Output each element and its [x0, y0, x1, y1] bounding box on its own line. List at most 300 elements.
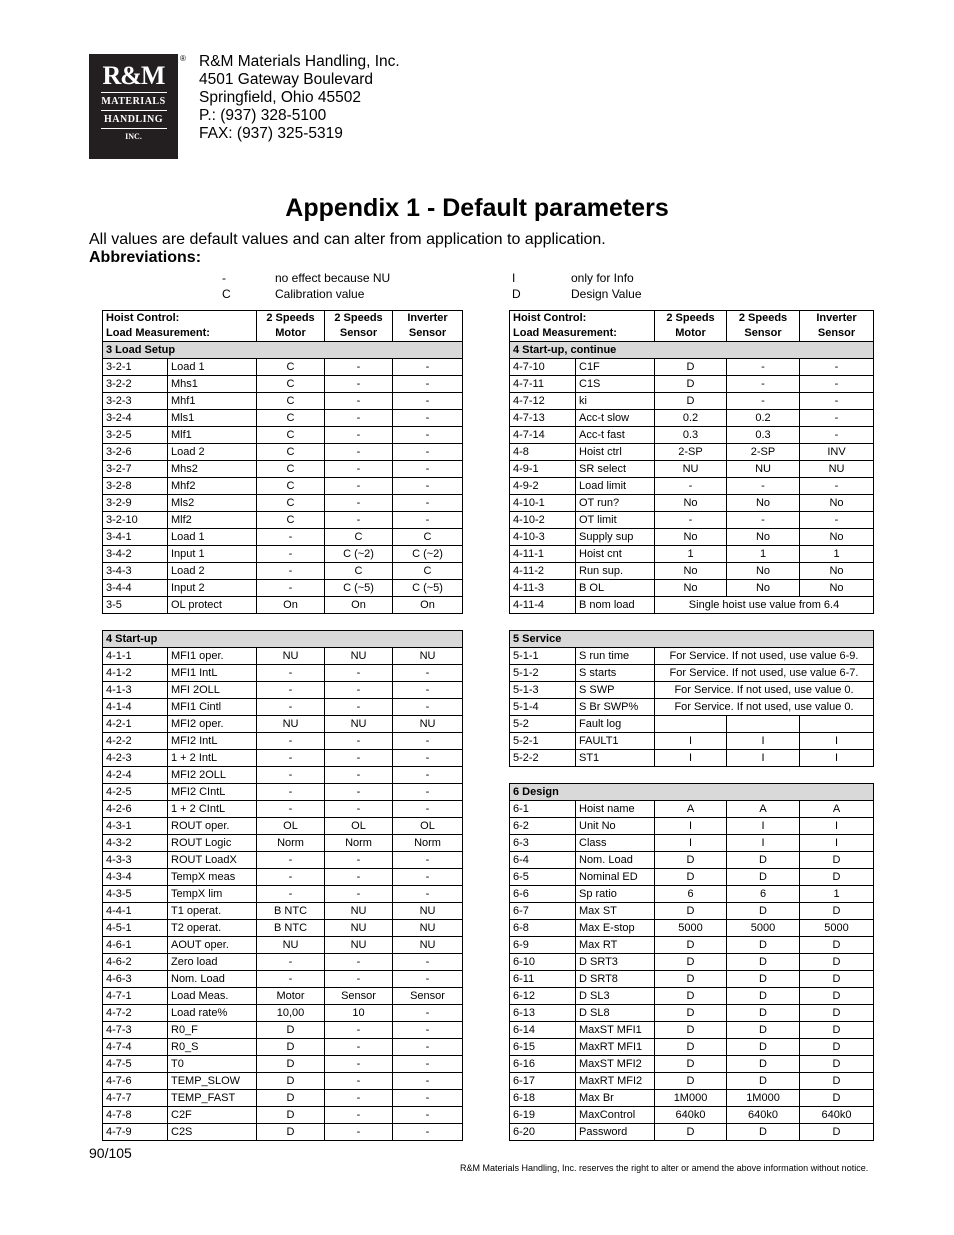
value-col3: -	[393, 376, 463, 393]
value-col3: No	[800, 495, 874, 512]
param-code: 4-7-2	[103, 1005, 168, 1022]
param-name: B OL	[576, 580, 655, 597]
param-name: TEMP_SLOW	[168, 1073, 257, 1090]
param-code: 6-4	[510, 852, 576, 869]
value-col3: 5000	[800, 920, 874, 937]
param-code: 6-3	[510, 835, 576, 852]
abbr-desc: only for Info	[571, 271, 634, 285]
value-col3: -	[393, 1073, 463, 1090]
header-col3: Sensor	[393, 326, 463, 342]
value-col2: NU	[325, 648, 393, 665]
param-code: 4-3-4	[103, 869, 168, 886]
param-name: ki	[576, 393, 655, 410]
value-col1: D	[655, 954, 727, 971]
param-name: Load 1	[168, 359, 257, 376]
param-name: Max RT	[576, 937, 655, 954]
header-col2: 2 Speeds	[325, 311, 393, 327]
param-code: 4-7-8	[103, 1107, 168, 1124]
param-name: Load 1	[168, 529, 257, 546]
table-row	[103, 1073, 463, 1090]
param-code: 4-1-3	[103, 682, 168, 699]
param-name: 1 + 2 IntL	[168, 750, 257, 767]
param-name: MaxControl	[576, 1107, 655, 1124]
value-col2: -	[325, 1022, 393, 1039]
value-col1: 6	[655, 886, 727, 903]
param-name: ROUT oper.	[168, 818, 257, 835]
value-col2: Norm	[325, 835, 393, 852]
header-row	[510, 311, 874, 327]
param-name: TEMP_FAST	[168, 1090, 257, 1107]
value-col3: No	[800, 529, 874, 546]
value-col1: -	[257, 682, 325, 699]
value-col1: D	[655, 1005, 727, 1022]
param-name: C2F	[168, 1107, 257, 1124]
value-col1: 10,00	[257, 1005, 325, 1022]
table-row	[103, 818, 463, 835]
table-row	[103, 1022, 463, 1039]
param-name: TempX meas	[168, 869, 257, 886]
logo-divider	[101, 92, 167, 93]
value-col2: NU	[325, 920, 393, 937]
value-col2: D	[727, 1124, 800, 1141]
value-col2: NU	[325, 716, 393, 733]
param-name: Mlf1	[168, 427, 257, 444]
page-number: 90/105	[89, 1145, 132, 1161]
value-col2: -	[325, 1124, 393, 1141]
table-row	[510, 1073, 874, 1090]
param-name: C1F	[576, 359, 655, 376]
param-name: MFI 2OLL	[168, 682, 257, 699]
value-col3: D	[800, 869, 874, 886]
value-col1: D	[257, 1124, 325, 1141]
intro-text: All values are default values and can alter from application to application.	[89, 231, 606, 248]
table-row	[510, 682, 874, 699]
param-name: Nominal ED	[576, 869, 655, 886]
param-name: Nom. Load	[576, 852, 655, 869]
param-code: 3-2-1	[103, 359, 168, 376]
param-code: 3-2-6	[103, 444, 168, 461]
value-col3: -	[393, 1090, 463, 1107]
table-row	[103, 359, 463, 376]
value-col3: No	[800, 563, 874, 580]
value-col2: On	[325, 597, 393, 614]
param-name: FAULT1	[576, 733, 655, 750]
value-col3: OL	[393, 818, 463, 835]
company-fax: FAX: (937) 325-5319	[199, 125, 343, 142]
section-row	[510, 631, 874, 648]
param-code: 5-2	[510, 716, 576, 733]
value-col3: D	[800, 971, 874, 988]
param-code: 4-3-1	[103, 818, 168, 835]
table-row	[510, 410, 874, 427]
value-col3: -	[393, 410, 463, 427]
value-col2: 1	[727, 546, 800, 563]
table-row	[103, 869, 463, 886]
table-row	[510, 750, 874, 767]
param-name: Password	[576, 1124, 655, 1141]
value-col1: I	[655, 733, 727, 750]
table-row	[510, 461, 874, 478]
abbr-symbol: I	[512, 271, 516, 285]
value-col1: -	[257, 750, 325, 767]
param-name: S Br SWP%	[576, 699, 655, 716]
param-name: Mls1	[168, 410, 257, 427]
param-name: MaxRT MFI1	[576, 1039, 655, 1056]
logo-rm: R&M	[102, 61, 165, 90]
table-row	[510, 478, 874, 495]
value-col1: -	[655, 478, 727, 495]
value-col2: -	[325, 1107, 393, 1124]
table-row	[103, 410, 463, 427]
value-col2: -	[727, 512, 800, 529]
param-name: Fault log	[576, 716, 655, 733]
section-row	[510, 342, 874, 359]
value-col2: C	[325, 563, 393, 580]
param-code: 4-1-2	[103, 665, 168, 682]
value-col1: OL	[257, 818, 325, 835]
param-code: 4-7-9	[103, 1124, 168, 1141]
header-row	[103, 311, 463, 327]
value-col3: D	[800, 1090, 874, 1107]
section-title: 4 Start-up, continue	[510, 342, 874, 359]
value-col2: I	[727, 750, 800, 767]
table-row	[103, 495, 463, 512]
value-col1: D	[257, 1039, 325, 1056]
value-col3: -	[393, 784, 463, 801]
value-col3: I	[800, 750, 874, 767]
table-row	[103, 988, 463, 1005]
param-code: 4-4-1	[103, 903, 168, 920]
param-name: T0	[168, 1056, 257, 1073]
company-phone: P.: (937) 328-5100	[199, 107, 327, 124]
value-col3: -	[393, 801, 463, 818]
value-col3: NU	[393, 920, 463, 937]
value-col3: D	[800, 1039, 874, 1056]
value-col3: C	[393, 563, 463, 580]
value-col1: -	[257, 546, 325, 563]
param-note: For Service. If not used, use value 6-7.	[655, 665, 874, 682]
table-row	[510, 359, 874, 376]
table-row	[510, 852, 874, 869]
value-col1: NU	[655, 461, 727, 478]
value-col2: -	[325, 478, 393, 495]
param-name: ROUT Logic	[168, 835, 257, 852]
value-col2: -	[325, 971, 393, 988]
value-col2: D	[727, 1022, 800, 1039]
value-col3: D	[800, 1022, 874, 1039]
value-col1: C	[257, 359, 325, 376]
param-code: 3-2-7	[103, 461, 168, 478]
value-col1: D	[655, 869, 727, 886]
param-name: SR select	[576, 461, 655, 478]
param-name: R0_S	[168, 1039, 257, 1056]
value-col3: NU	[393, 937, 463, 954]
page-title: Appendix 1 - Default parameters	[285, 194, 669, 222]
table-row	[103, 801, 463, 818]
param-name: MaxST MFI2	[576, 1056, 655, 1073]
value-col3: NU	[800, 461, 874, 478]
value-col1: D	[257, 1073, 325, 1090]
param-code: 4-6-1	[103, 937, 168, 954]
param-name: Mlf2	[168, 512, 257, 529]
value-col2: -	[325, 733, 393, 750]
value-col2: NU	[325, 903, 393, 920]
value-col3: -	[393, 512, 463, 529]
param-code: 6-13	[510, 1005, 576, 1022]
spacer-cell	[510, 767, 874, 784]
value-col3: NU	[393, 903, 463, 920]
table-row	[103, 1005, 463, 1022]
param-name: Hoist name	[576, 801, 655, 818]
param-code: 3-2-5	[103, 427, 168, 444]
spacer-row	[510, 614, 874, 631]
table-row	[510, 563, 874, 580]
value-col1: Motor	[257, 988, 325, 1005]
param-name: MFI2 2OLL	[168, 767, 257, 784]
param-note: For Service. If not used, use value 0.	[655, 682, 874, 699]
param-name: MFI2 IntL	[168, 733, 257, 750]
value-col2: -	[727, 359, 800, 376]
value-col3: -	[393, 733, 463, 750]
table-row	[510, 648, 874, 665]
header-col2: 2 Speeds	[727, 311, 800, 327]
value-col3: I	[800, 733, 874, 750]
table-row	[510, 903, 874, 920]
value-col1: 0.3	[655, 427, 727, 444]
value-col3: -	[393, 359, 463, 376]
param-code: 4-7-3	[103, 1022, 168, 1039]
header-hoist-control: Hoist Control:	[103, 311, 257, 327]
value-col3: -	[393, 699, 463, 716]
table-row	[510, 444, 874, 461]
param-code: 4-11-3	[510, 580, 576, 597]
value-col3: Norm	[393, 835, 463, 852]
value-col1: -	[257, 971, 325, 988]
section-row	[103, 631, 463, 648]
table-row	[510, 1056, 874, 1073]
value-col1: D	[655, 903, 727, 920]
value-col3: -	[800, 393, 874, 410]
param-name: Input 2	[168, 580, 257, 597]
value-col1: D	[655, 1056, 727, 1073]
table-row	[103, 886, 463, 903]
value-col3: -	[800, 478, 874, 495]
value-col2: No	[727, 563, 800, 580]
header-col3: Inverter	[800, 311, 874, 327]
value-col3: -	[393, 444, 463, 461]
value-col1: D	[655, 988, 727, 1005]
value-col2: -	[325, 886, 393, 903]
value-col1: -	[257, 869, 325, 886]
param-code: 6-1	[510, 801, 576, 818]
param-name: 1 + 2 CIntL	[168, 801, 257, 818]
param-code: 3-2-10	[103, 512, 168, 529]
table-row	[103, 393, 463, 410]
param-code: 6-11	[510, 971, 576, 988]
header-col2: Sensor	[727, 326, 800, 342]
param-name: Acc-t slow	[576, 410, 655, 427]
value-col2: 0.2	[727, 410, 800, 427]
param-name: Max ST	[576, 903, 655, 920]
value-col2: -	[325, 665, 393, 682]
value-col2: -	[727, 393, 800, 410]
param-name: S run time	[576, 648, 655, 665]
value-col1: D	[655, 1124, 727, 1141]
param-code: 3-2-2	[103, 376, 168, 393]
value-col1: C	[257, 478, 325, 495]
param-code: 4-11-2	[510, 563, 576, 580]
section-title: 5 Service	[510, 631, 874, 648]
value-col2: C	[325, 529, 393, 546]
param-name: T1 operat.	[168, 903, 257, 920]
param-code: 4-7-6	[103, 1073, 168, 1090]
value-col1: D	[655, 1039, 727, 1056]
value-col3: -	[393, 1022, 463, 1039]
value-col3: I	[800, 818, 874, 835]
spacer-row	[103, 614, 463, 631]
table-row	[510, 886, 874, 903]
param-note: For Service. If not used, use value 6-9.	[655, 648, 874, 665]
header-col1: 2 Speeds	[257, 311, 325, 327]
param-name: Unit No	[576, 818, 655, 835]
param-name: Acc-t fast	[576, 427, 655, 444]
param-code: 4-11-1	[510, 546, 576, 563]
table-row	[510, 1090, 874, 1107]
table-row	[510, 971, 874, 988]
value-col1: -	[257, 784, 325, 801]
param-name: AOUT oper.	[168, 937, 257, 954]
value-col1: D	[655, 1073, 727, 1090]
value-col1: D	[655, 376, 727, 393]
parameters-table-right	[509, 310, 874, 1141]
value-col2: -	[325, 410, 393, 427]
value-col2: -	[325, 767, 393, 784]
table-row	[103, 954, 463, 971]
value-col3: -	[393, 852, 463, 869]
value-col3: -	[393, 869, 463, 886]
value-col2: -	[325, 512, 393, 529]
value-col1: -	[257, 580, 325, 597]
value-col2: D	[727, 954, 800, 971]
value-col1: D	[257, 1107, 325, 1124]
value-col2: -	[325, 801, 393, 818]
table-row	[510, 1124, 874, 1141]
param-code: 4-7-1	[103, 988, 168, 1005]
param-code: 4-7-11	[510, 376, 576, 393]
logo-handling: HANDLING	[103, 114, 163, 125]
param-name: C1S	[576, 376, 655, 393]
table-row	[103, 682, 463, 699]
value-col2: D	[727, 937, 800, 954]
value-col2: -	[325, 1056, 393, 1073]
abbr-desc: no effect because NU	[275, 271, 391, 285]
value-col1: C	[257, 461, 325, 478]
value-col3: C (~5)	[393, 580, 463, 597]
param-code: 4-10-1	[510, 495, 576, 512]
abbr-symbol: D	[512, 287, 521, 301]
value-col3: INV	[800, 444, 874, 461]
table-row	[510, 733, 874, 750]
table-row	[103, 376, 463, 393]
value-col3: -	[393, 682, 463, 699]
value-col2: -	[325, 682, 393, 699]
value-col2: D	[727, 852, 800, 869]
abbreviations-heading: Abbreviations:	[89, 249, 202, 266]
param-code: 4-2-3	[103, 750, 168, 767]
table-row	[510, 529, 874, 546]
param-name: Input 1	[168, 546, 257, 563]
value-col3: 1	[800, 546, 874, 563]
param-code: 4-1-4	[103, 699, 168, 716]
table-row	[510, 393, 874, 410]
param-name: Load rate%	[168, 1005, 257, 1022]
table-row	[103, 529, 463, 546]
value-col3: -	[393, 1005, 463, 1022]
param-code: 5-2-1	[510, 733, 576, 750]
param-name: Load Meas.	[168, 988, 257, 1005]
value-col1: No	[655, 563, 727, 580]
param-name: B nom load	[576, 597, 655, 614]
param-code: 5-1-4	[510, 699, 576, 716]
param-code: 6-19	[510, 1107, 576, 1124]
value-col2: 2-SP	[727, 444, 800, 461]
value-col1: D	[655, 937, 727, 954]
param-name: D SL3	[576, 988, 655, 1005]
param-name: MFI1 Cintl	[168, 699, 257, 716]
param-name: MaxST MFI1	[576, 1022, 655, 1039]
param-code: 5-1-2	[510, 665, 576, 682]
param-name: Class	[576, 835, 655, 852]
param-code: 4-11-4	[510, 597, 576, 614]
value-col2: -	[325, 954, 393, 971]
value-col3: -	[393, 767, 463, 784]
abbr-symbol: C	[222, 287, 231, 301]
table-row	[510, 427, 874, 444]
value-col1: C	[257, 410, 325, 427]
table-row	[510, 988, 874, 1005]
value-col1: D	[655, 359, 727, 376]
param-name: Mhs2	[168, 461, 257, 478]
value-col2: D	[727, 971, 800, 988]
param-name: MFI1 IntL	[168, 665, 257, 682]
value-col2: I	[727, 733, 800, 750]
value-col3: -	[393, 427, 463, 444]
param-name: OL protect	[168, 597, 257, 614]
value-col3: D	[800, 1073, 874, 1090]
param-code: 4-2-2	[103, 733, 168, 750]
value-col3: -	[393, 393, 463, 410]
value-col1: D	[655, 393, 727, 410]
table-row	[510, 920, 874, 937]
param-code: 4-3-3	[103, 852, 168, 869]
value-col2: 1M000	[727, 1090, 800, 1107]
param-name: OT limit	[576, 512, 655, 529]
param-code: 4-9-2	[510, 478, 576, 495]
param-name: Sp ratio	[576, 886, 655, 903]
value-col3: -	[393, 971, 463, 988]
value-col3	[800, 716, 874, 733]
param-code: 6-6	[510, 886, 576, 903]
param-code: 4-7-7	[103, 1090, 168, 1107]
param-code: 3-4-1	[103, 529, 168, 546]
param-name: Load 2	[168, 563, 257, 580]
param-code: 3-2-9	[103, 495, 168, 512]
value-col3: -	[393, 954, 463, 971]
param-note: Single hoist use value from 6.4	[655, 597, 874, 614]
table-row	[103, 971, 463, 988]
table-row	[510, 495, 874, 512]
table-row	[103, 1107, 463, 1124]
